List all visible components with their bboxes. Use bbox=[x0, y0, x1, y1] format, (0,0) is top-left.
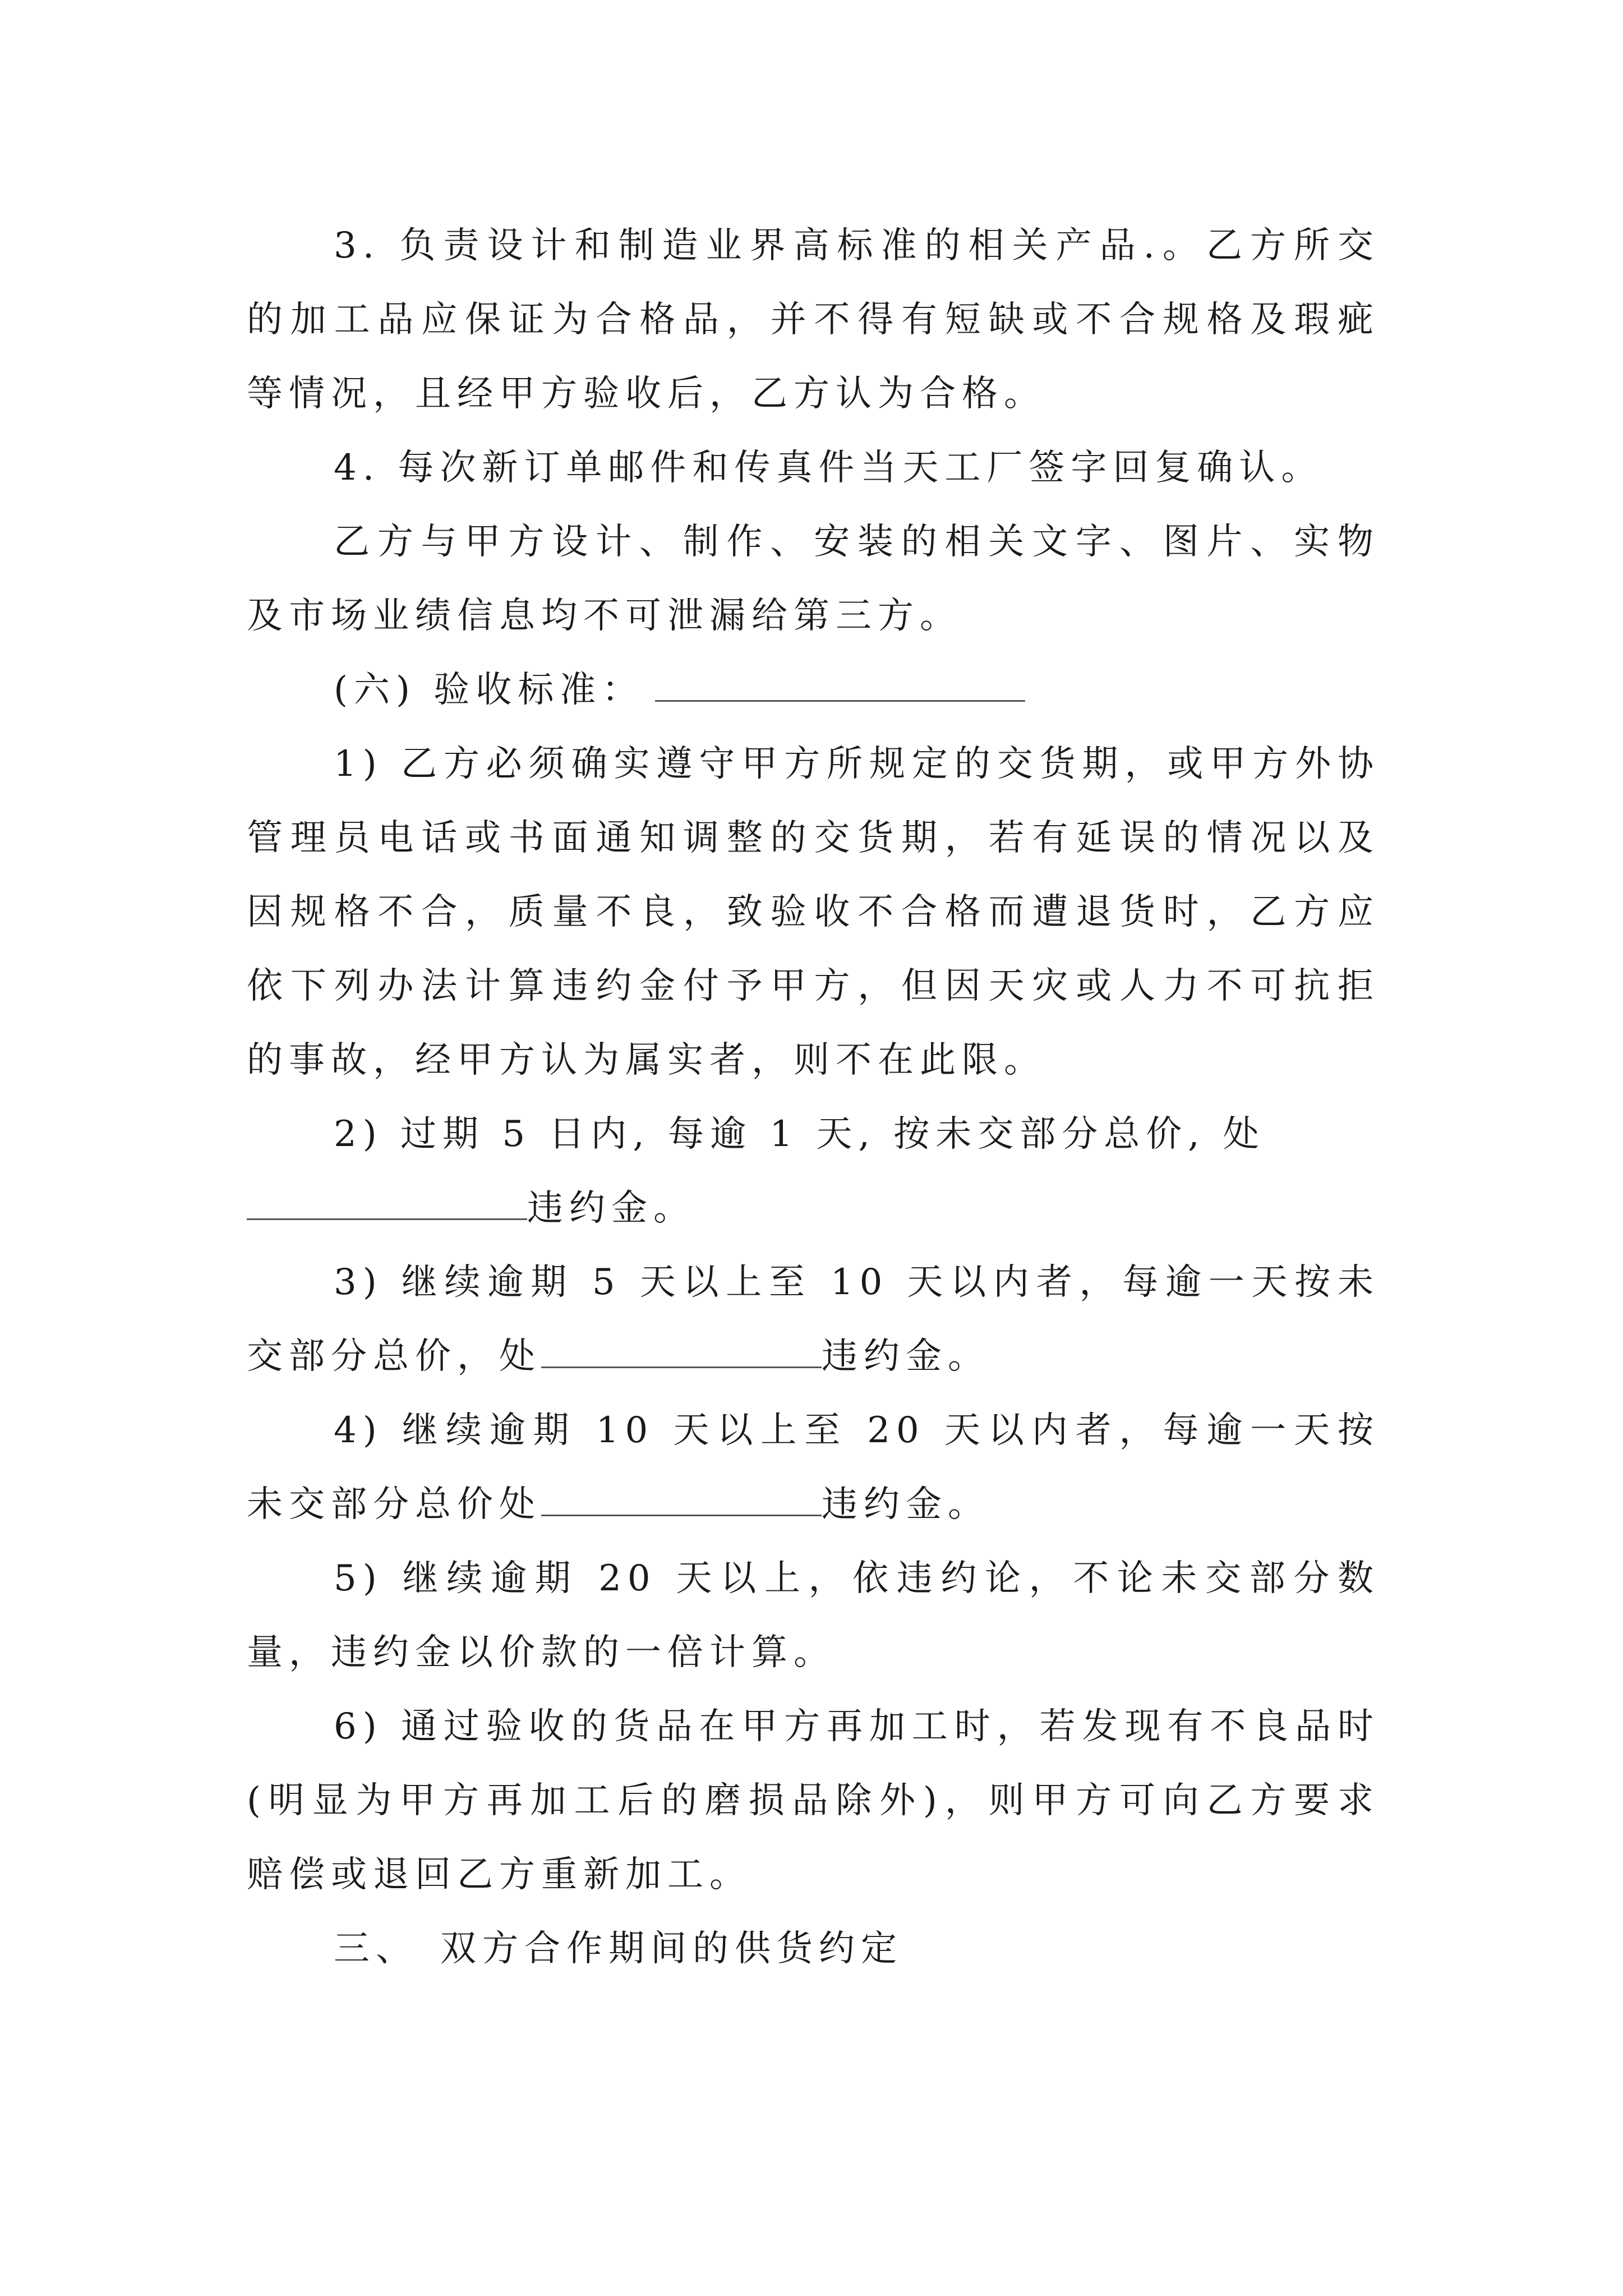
rule-2-blank bbox=[247, 1187, 527, 1220]
section-heading-text: 双方合作期间的供货约定 bbox=[440, 1928, 903, 1970]
paragraph-item-4: 4. 每次新订单邮件和传真件当天工厂签字回复确认。 bbox=[334, 447, 1324, 489]
rule-2-text: 2) 过期 5 日内, 每逾 1 天, 按未交部分总价, 处 bbox=[334, 1114, 1265, 1155]
paragraph-item-3: 3. 负责设计和制造业界高标准的相关产品.。乙方所交的加工品应保证为合格品，并不得有短缺或不合规格及瑕疵等情况，且经甲方验收后，乙方认为合格。 bbox=[247, 225, 1380, 415]
paragraph-rule-2 bbox=[247, 1097, 1380, 1245]
paragraph-rule-3 bbox=[247, 1245, 1380, 1393]
paragraph-acceptance-standard bbox=[247, 653, 1380, 727]
paragraph-rule-5: 5) 继续逾期 20 天以上，依违约论，不论未交部分数量，违约金以价款的一倍计算。 bbox=[247, 1558, 1380, 1673]
section-heading-number: 三、 bbox=[334, 1928, 418, 1970]
document-body bbox=[247, 209, 1380, 1986]
rule-4-suffix: 违约金。 bbox=[822, 1484, 990, 1525]
rule-3-text: 3) 继续逾期 5 天以上至 10 天以内者，每逾一天按未交部分总价，处 bbox=[247, 1262, 1380, 1377]
rule-4-blank bbox=[541, 1483, 822, 1516]
acceptance-standard-label: (六) 验收标准： bbox=[334, 669, 644, 711]
acceptance-standard-blank bbox=[655, 669, 1025, 702]
paragraph-rule-6: 6) 通过验收的货品在甲方再加工时，若发现有不良品时(明显为甲方再加工后的磨损品除外)，则甲方可向乙方要求赔偿或退回乙方重新加工。 bbox=[247, 1706, 1380, 1895]
paragraph-rule-4 bbox=[247, 1393, 1380, 1542]
rule-3-suffix: 违约金。 bbox=[822, 1336, 990, 1377]
paragraph-confidentiality: 乙方与甲方设计、制作、安装的相关文字、图片、实物及市场业绩信息均不可泄漏给第三方。 bbox=[247, 521, 1380, 637]
rule-4-text: 4) 继续逾期 10 天以上至 20 天以内者，每逾一天按未交部分总价处 bbox=[247, 1410, 1380, 1525]
rule-3-blank bbox=[541, 1335, 822, 1368]
paragraph-rule-1: 1) 乙方必须确实遵守甲方所规定的交货期，或甲方外协管理员电话或书面通知调整的交货期，若有延误的情况以及因规格不合，质量不良，致验收不合格而遭退货时，乙方应依下列办法计算违约金付予甲方，但因天灾或人力不可抗拒的事故，经甲方认为属实者，则不在此限。 bbox=[247, 743, 1380, 1081]
section-heading-3 bbox=[247, 1912, 1380, 1986]
rule-2-suffix: 违约金。 bbox=[527, 1188, 695, 1229]
